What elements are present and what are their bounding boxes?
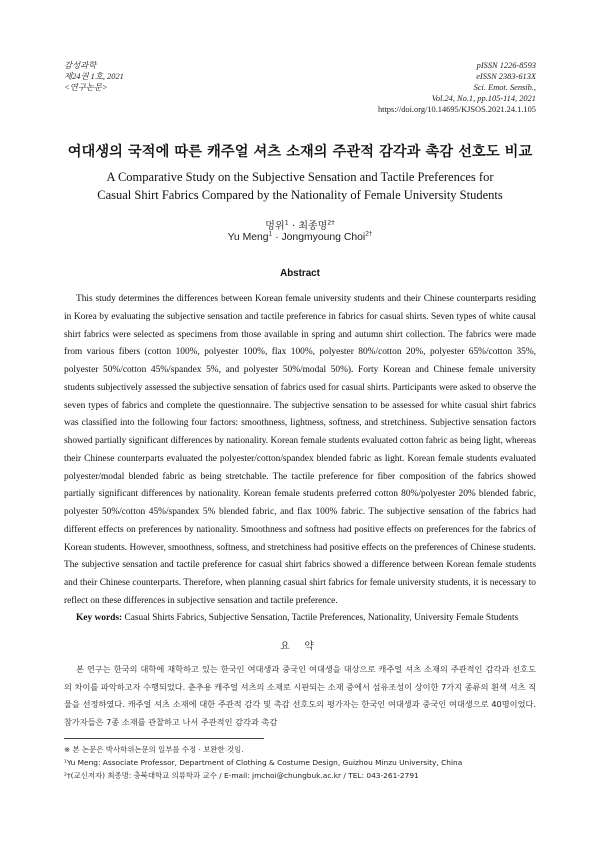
eissn: eISSN 2383-613X — [476, 72, 536, 81]
footnote-thesis: ※ 본 논문은 박사학위논문의 일부를 수정 · 보완한 것임. — [64, 745, 244, 754]
author-separator-en: · — [272, 232, 282, 243]
title-korean: 여대생의 국적에 따른 캐주얼 셔츠 소재의 주관적 감각과 촉감 선호도 비교 — [67, 144, 533, 160]
volume-ko: 제24권 1호, 2021 — [64, 72, 124, 81]
author1-en-mark: 1 — [268, 230, 273, 238]
footnote-author1: ¹Yu Meng: Associate Professor, Department of Clothing & Costume Design, Guizhou Minzu University, China — [64, 758, 463, 768]
footnote-divider — [64, 738, 264, 739]
keywords — [76, 613, 548, 623]
keywords-label: Key words: — [76, 613, 123, 623]
title-english-line2: Casual Shirt Fabrics Compared by the Nationality of Female University Students — [97, 188, 503, 202]
author2-en: Jongmyoung Choi — [281, 232, 366, 243]
authors-korean — [0, 217, 600, 232]
author-separator-ko: · — [288, 221, 299, 232]
author2-ko-mark: 2† — [327, 218, 335, 227]
title-english-line1: A Comparative Study on the Subjective Sensation and Tactile Preferences for — [106, 170, 494, 184]
journal-name-ko: 감성과학 — [64, 61, 97, 70]
journal-header-right — [378, 60, 536, 115]
journal-abbrev: Sci. Emot. Sensib., — [473, 83, 536, 92]
volume-pages: Vol.24, No.1, pp.105-114, 2021 — [431, 94, 536, 103]
footnotes — [64, 743, 544, 783]
korean-abstract-heading: 요 약 — [280, 641, 320, 652]
abstract-body: This study determines the differences between Korean female university students and their Chinese counterparts residing in Korea by evaluating the subjective sensation and tactile preference in fabrics for casual shirts. Seven types of white causal shirt fabrics were selected as specimens from those available in spring and autumn shirt collection. The fabrics were made from various fibers (cotton 100%, polyester 100%, flax 100%, polyester 80%/cotton 20%, polyester 65%/cotton 35%, polyester 50%/cotton 45%/spandex 5%, and polyester 50%/modal 50%). Forty Korean and Chinese female university students subjectively assessed the subjective sensation of fabrics used for casual shirts. Participants were asked to observe the seven types of fabrics and complete the questionnaire. The subjective sensation to be assessed for white casual shirt fabrics was classified into the following four factors: smoothness, lightness, softness, and stretchiness. Subjective sensation factors showed partially significant differences by nationality. Korean female students evaluated cotton fabric as being light, whereas their Chinese counterparts evaluated the polyester/cotton/spandex blended fabric as light. Korean female students evaluated polyester/modal blended fabric as being stretchable. The tactile preference for fiber composition of the fabrics showed partially significant differences by nationality. Korean female students preferred cotton 80%/polyester 20% blended fabric, polyester 50%/cotton 45%/spandex 5% blended fabric, and flax 100% fabric. The subjective sensation of the fabrics had different effects on preferences by nationality. Smoothness and softness had positive effects on preferences for the fabrics of Korean students. However, smoothness, softness, and stretchiness had positive effects on the preferences of Chinese students. The subjective sensation and tactile preference for casual shirt fabrics showed a difference between Korean female students and their Chinese counterparts. Therefore, when planning casual shirt fabrics for female university students, it is necessary to reflect on these differences in subjective sensation and tactile preference. — [64, 294, 536, 606]
article-type-ko: <연구논문> — [64, 83, 108, 92]
author2-en-mark: 2† — [365, 230, 373, 238]
pissn: pISSN 1226-8593 — [476, 61, 536, 70]
footnote-corresponding: ²†(교신저자) 최종명: 충북대학교 의류학과 교수 / E-mail: jmchoi@chungbuk.ac.kr / TEL: 043-261-2791 — [64, 771, 419, 781]
abstract-heading: Abstract — [280, 268, 320, 279]
keywords-text: Casual Shirts Fabrics, Subjective Sensation, Tactile Preferences, Nationality, University Female Students — [122, 613, 519, 623]
journal-header-left — [64, 60, 124, 93]
author2-ko: 최종명 — [298, 221, 328, 232]
author1-ko-mark: 1 — [284, 218, 289, 227]
korean-abstract-body: 본 연구는 한국의 대학에 재학하고 있는 한국인 여대생과 중국인 여대생을 대상으로 캐주얼 셔츠 소재의 주관적인 감각과 선호도의 차이를 파악하고자 수행되었다. 춘추용 캐주얼 셔츠의 소재로 시판되는 소재 중에서 섬유조성이 상이한 7가지 종류의 흰색 셔츠 직물을 선정하였다. 캐주얼 셔츠 소재에 대한 주관적 감각 및 촉감 선호도의 평가자는 한국인 여대생과 중국인 여대생으로 40명이었다. 참가자들은 7종 소재를 관찰하고 나서 주관적인 감각과 촉감 — [64, 664, 536, 727]
title-english — [0, 168, 600, 204]
author1-ko: 멍위 — [265, 221, 285, 232]
doi-link[interactable]: https://doi.org/10.14695/KJSOS.2021.24.1.105 — [377, 105, 536, 114]
author1-en: Yu Meng — [227, 232, 269, 243]
authors-english — [0, 232, 600, 243]
